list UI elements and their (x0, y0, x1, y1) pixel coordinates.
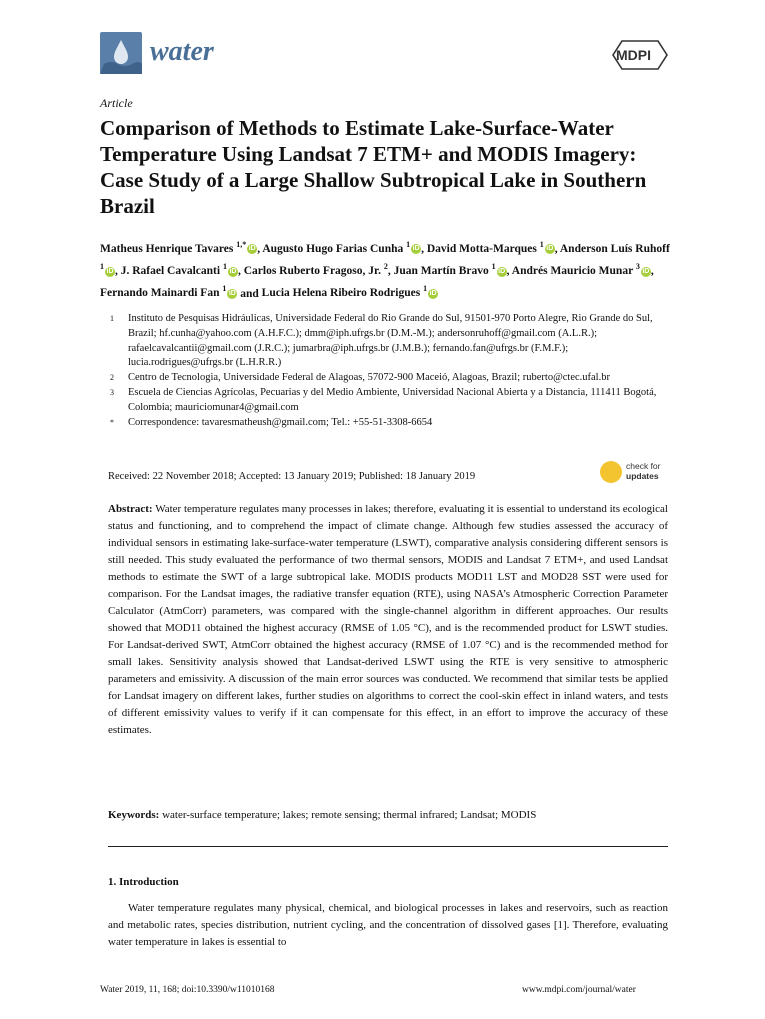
author: Carlos Ruberto Fragoso, Jr. $^2$ (243, 262, 388, 278)
author: Juan Martín Bravo $^1$ iD (393, 262, 506, 278)
publication-dates: Received: 22 November 2018; Accepted: 13 January 2019; Published: 18 January 2019 (108, 471, 476, 482)
abstract-text: Water temperature regulates many processes in lakes; therefore, evaluating it is essential to understand its ecological status and functioning, and to comprehend the impact of climate change. Although few studies assessed the accuracy of individual sensors in estimating lake-surface-water temperature (LSWT), comparative analysis considering different sensors is still needed. This study evaluated the performance of two thermal sensors, MODIS and Landsat 7 ETM+, and used Landsat methods to estimate the SWT of a large subtropical lake. MODIS products MOD11 LST and MOD28 SST were used for comparison. For the Landsat images, the radiative transfer equation (RTE), using NASA’s Atmospheric Correction Parameter Calculator (AtmCorr) parameters, was compared with the single-channel algorithm in different approaches. Our results showed that MOD11 obtained the highest accuracy (RMSE of 1.05 °C), and is the recommended product for LSWT studies. For Landsat-derived SWT, AtmCorr obtained the highest accuracy (RMSE of 1.07 °C) and is the recommended method for small lakes. Sensitivity analysis showed that Landsat-derived LSWT using the RTE is very sensitive to atmospheric parameters and emissivity. A discussion of the main error sources was conducted. We recommend that similar tests be applied for Landsat imagery on different lakes, further studies on algorithms to correct the cool-skin effect in inland waters, and tests of different emissivity values to verify if it can compensate for this effect, in an effort to improve the accuracy of these estimates. (108, 503, 668, 736)
affiliation-item (110, 416, 670, 431)
orcid-icon[interactable]: iD (546, 245, 554, 253)
author: J. Rafael Cavalcanti $^1$ iD (120, 262, 237, 278)
author-affiliation-sup: 1,* (236, 240, 247, 249)
affiliation-text: Escuela de Ciencias Agrícolas, Pecuarias y del Medio Ambiente, Universidad Nacional Abierta y a Distancia, 111411 Bogotá, Colombia; mauriciomunar4@gmail.com (128, 386, 657, 413)
author-list: Matheus Henrique Tavares $^{1,*}$ iD , Augusto Hugo Farias Cunha $^1$ iD , David Motta-Marques $^1$ iD , Anderson Luís Ruhoff $^1$ iD , J. Rafael Cavalcanti $^1$ iD , Carlos Ruberto Fragoso, Jr. $^2$, Juan Martín Bravo $^1$ iD , Andrés Mauricio Munar $^3$ iD , Fernando Mainardi Fan $^1$ iD and Lucia Helena Ribeiro Rodrigues $^1$ iD (100, 240, 670, 300)
keywords-label: Keywords: (108, 809, 160, 821)
affiliation-item (110, 386, 670, 416)
keywords (108, 809, 668, 821)
check-for-updates-badge[interactable] (600, 459, 670, 485)
paper-title: Comparison of Methods to Estimate Lake-Surface-Water Temperature Using Landsat 7 ETM+ and MODIS Imagery: Case Study of a Large Shallow Subtropical Lake in Southern Brazil (100, 116, 647, 218)
author-affiliation-sup: 1 (423, 284, 428, 294)
footer-url[interactable]: www.mdpi.com/journal/water (522, 985, 636, 995)
article-type: Article (100, 96, 133, 110)
affiliations (110, 312, 670, 430)
orcid-icon[interactable]: iD (228, 289, 236, 297)
journal-name: water (150, 36, 214, 67)
author-affiliation-sup: 1 (491, 262, 496, 272)
author-affiliation-sup: 1 (406, 240, 411, 249)
orcid-icon[interactable]: iD (106, 267, 114, 275)
orcid-icon[interactable]: iD (642, 267, 650, 275)
orcid-icon[interactable]: iD (412, 245, 420, 253)
check-updates-line2: updates (626, 471, 659, 481)
author-affiliation-sup: 2 (383, 262, 388, 272)
affiliation-item (110, 312, 670, 371)
author: Andrés Mauricio Munar $^3$ iD (511, 262, 650, 278)
orcid-icon[interactable]: iD (429, 289, 437, 297)
affiliation-item (110, 371, 670, 386)
author: David Motta-Marques $^1$ iD (426, 240, 554, 255)
keywords-text: water-surface temperature; lakes; remote sensing; thermal infrared; Landsat; MODIS (162, 809, 537, 821)
author-affiliation-sup: 1 (222, 284, 227, 294)
author-affiliation-sup: 1 (222, 262, 227, 272)
affiliation-text: Centro de Tecnologia, Universidade Federal de Alagoas, 57072-900 Maceió, Alagoas, Brazil; ruberto@ctec.ufal.br (128, 372, 610, 384)
footer-citation: Water 2019, 11, 168; doi:10.3390/w11010168 (100, 985, 275, 995)
divider (108, 846, 668, 847)
author: Anderson Luís Ruhoff $^1$ iD (100, 242, 670, 275)
author: Lucia Helena Ribeiro Rodrigues $^1$ iD (261, 284, 437, 300)
abstract (108, 501, 668, 739)
journal-logo-icon (100, 32, 142, 74)
affiliation-number: 2 (110, 373, 114, 383)
orcid-icon[interactable]: iD (229, 267, 237, 275)
affiliation-number: 3 (110, 387, 114, 397)
abstract-label: Abstract: (108, 503, 153, 515)
affiliation-text: Instituto de Pesquisas Hidráulicas, Universidade Federal do Rio Grande do Sul, 91501-970 Porto Alegre, Rio Grande do Sul, Brazil; hf.cunha@yahoo.com (A.H.F.C.); dmm@iph.ufrgs.br (D.M.-M.); andersonruhoff@gmail.com (A.L.R.); rafaelcavalcantii@gmail.com (J.R.C.); jumarbra@iph.ufrgs.br (J.M.B.); fernando.fan@ufrgs.br (F.M.F.); lucia.rodrigues@ufrgs.br (L.H.R.R.) (128, 313, 653, 369)
author-affiliation-sup: 3 (635, 262, 640, 272)
check-icon (600, 461, 622, 483)
check-updates-line1: check for (626, 461, 661, 471)
author: Augusto Hugo Farias Cunha $^1$ iD (262, 240, 420, 255)
author: Fernando Mainardi Fan $^1$ iD (100, 284, 236, 300)
section-body: Water temperature regulates many physical, chemical, and biological processes in lakes and reservoirs, such as reaction and metabolic rates, species distribution, nutrient cycling, and the concentration of dissolved gases [1]. Therefore, evaluating water temperature in lakes is essential to (108, 902, 668, 948)
orcid-icon[interactable]: iD (498, 267, 506, 275)
affiliation-number: 1 (110, 314, 114, 323)
author-affiliation-sup: 1 (100, 262, 104, 272)
author-affiliation-sup: 1 (539, 240, 544, 249)
affiliation-number: * (110, 417, 114, 427)
publisher-logo-text: MDPI (616, 47, 651, 63)
orcid-icon[interactable]: iD (248, 245, 256, 253)
affiliation-text: Correspondence: tavaresmatheush@gmail.com; Tel.: +55-51-3308-6654 (128, 416, 433, 428)
section-heading: 1. Introduction (108, 876, 179, 888)
author: Matheus Henrique Tavares $^{1,*}$ iD (100, 240, 256, 255)
